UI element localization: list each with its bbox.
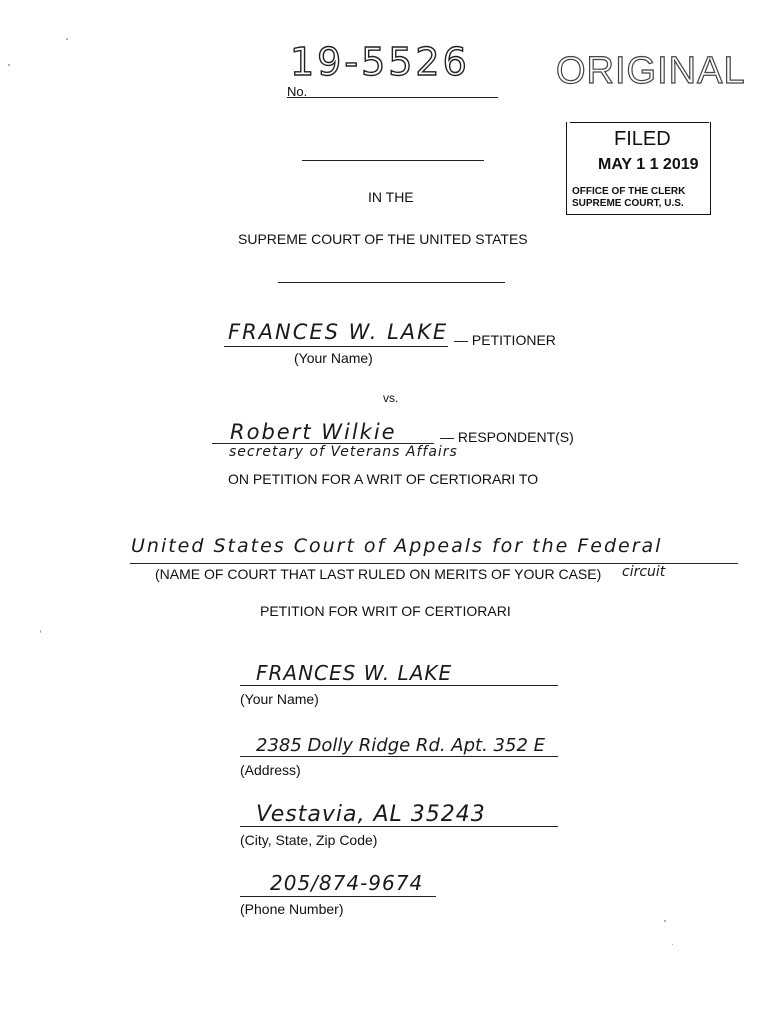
contact-address-caption: (Address)	[240, 762, 301, 778]
scan-speck	[664, 920, 666, 922]
in-the-label: IN THE	[368, 189, 414, 205]
petition-title: PETITION FOR WRIT OF CERTIORARI	[260, 603, 511, 619]
respondent-handwritten-name: Robert Wilkie	[230, 420, 397, 444]
contact-city-handwritten: Vestavia, AL 35243	[256, 802, 486, 827]
docket-line	[287, 97, 498, 98]
no-label: No.	[287, 84, 308, 99]
scan-speck	[672, 944, 673, 945]
respondent-role: — RESPONDENT(S)	[440, 429, 574, 445]
lower-court-caption: (NAME OF COURT THAT LAST RULED ON MERITS OF YOUR CASE)	[155, 566, 602, 582]
blank-line-top	[302, 160, 484, 161]
petitioner-handwritten-name: FRANCES W. LAKE	[228, 320, 449, 344]
contact-city-line	[240, 826, 558, 827]
contact-city-caption: (City, State, Zip Code)	[240, 832, 378, 848]
contact-name-caption: (Your Name)	[240, 691, 319, 707]
petitioner-line	[224, 346, 448, 347]
versus-label: vs.	[383, 391, 399, 405]
contact-address-line	[240, 756, 558, 757]
scan-speck	[66, 38, 68, 40]
respondent-handwritten-title: secretary of Veterans Affairs	[229, 444, 458, 460]
stamp-date: MAY 1 1 2019	[598, 156, 699, 173]
scan-speck	[40, 630, 41, 633]
docket-number: 19-5526	[290, 40, 470, 84]
court-name: SUPREME COURT OF THE UNITED STATES	[238, 231, 528, 247]
original-mark: ORIGINAL	[556, 50, 746, 92]
contact-name-handwritten: FRANCES W. LAKE	[256, 661, 453, 685]
stamp-office-1: OFFICE OF THE CLERK	[572, 186, 686, 197]
stamp-office-2: SUPREME COURT, U.S.	[572, 198, 684, 209]
petitioner-role: — PETITIONER	[454, 332, 556, 348]
petition-line: ON PETITION FOR A WRIT OF CERTIORARI TO	[228, 471, 539, 487]
contact-address-handwritten: 2385 Dolly Ridge Rd. Apt. 352 E	[256, 735, 546, 756]
scan-speck	[8, 64, 10, 66]
blank-line-court	[278, 282, 505, 283]
contact-phone-handwritten: 205/874-9674	[270, 871, 424, 895]
petitioner-caption: (Your Name)	[294, 350, 373, 366]
lower-court-handwritten-suffix: circuit	[622, 564, 666, 580]
lower-court-handwritten: United States Court of Appeals for the Federal	[131, 535, 663, 557]
stamp-filed: FILED	[614, 128, 671, 150]
contact-phone-line	[240, 896, 436, 897]
contact-name-line	[240, 685, 558, 686]
contact-phone-caption: (Phone Number)	[240, 901, 344, 917]
